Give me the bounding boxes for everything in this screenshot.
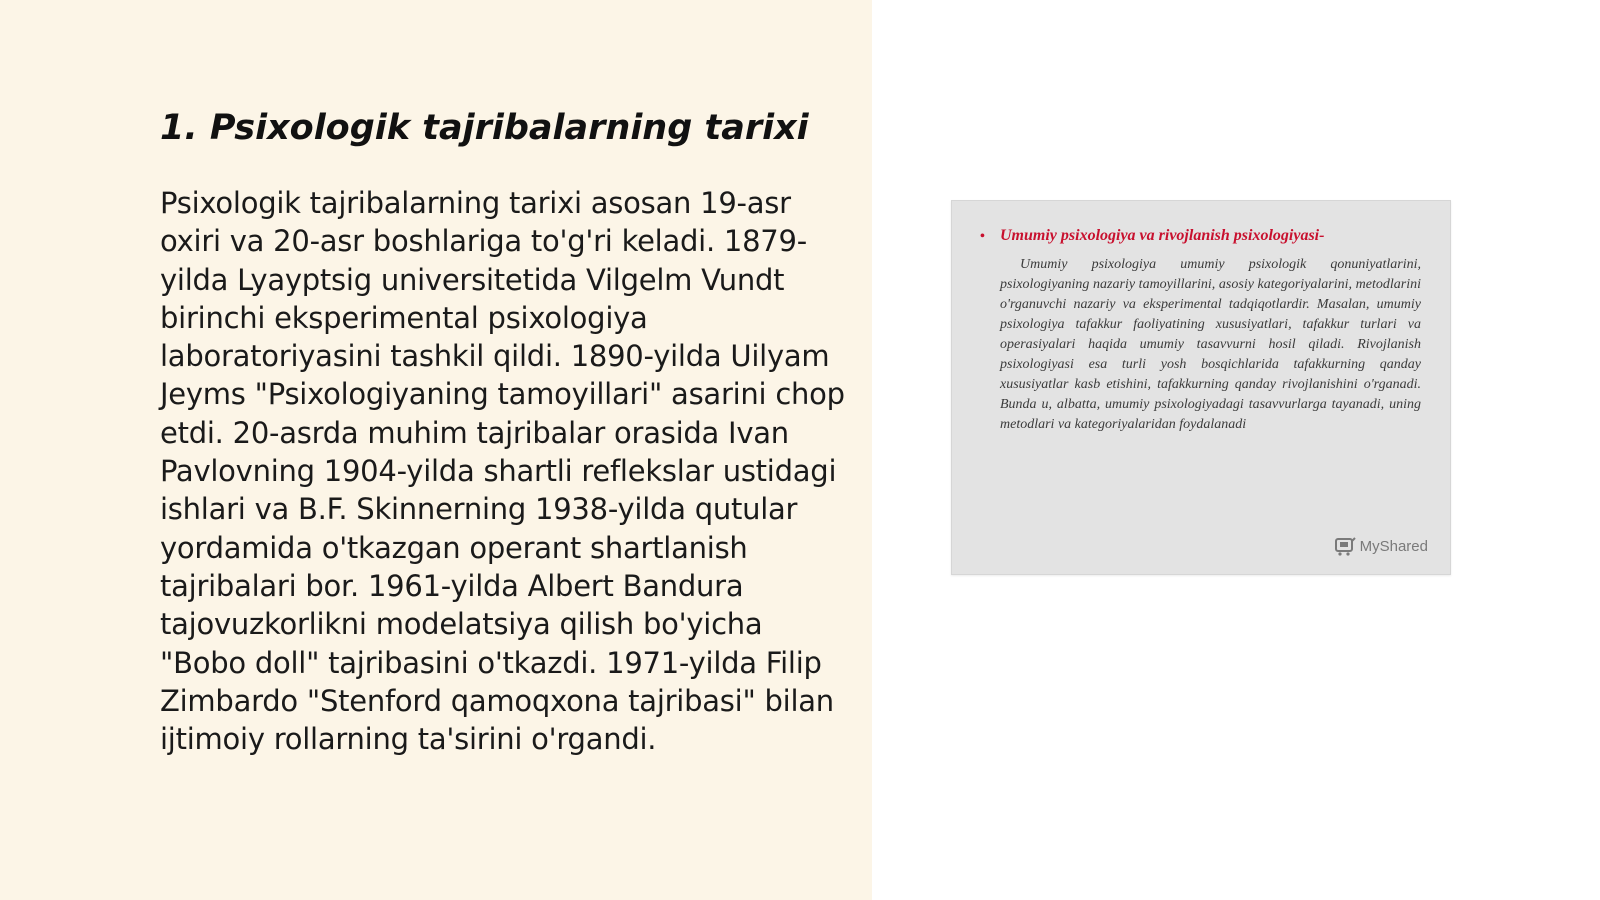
watermark (1334, 536, 1428, 556)
picture-paragraph: Umumiy psixologiya umumiy psixologik qonuniyatlarini, psixologiyaning nazariy tamoyillarini, asosiy kategoriyalarini, metodlarini o'rganuvchi nazariy va eksperimental tadqiqotlardir. Masalan, umumiy psixologiya tafakkur faoliyatining xususiyatlari, tafakkur turlari va operasiyalari haqida umumiy tasavvurni hosil qiladi. Rivojlanish psixologiyasi esa turli yosh bosqichlarida tafakkurning qanday xususiyatlar kasb etishini, tafakkurning qanday rivojlanishini o'rganadi. Bunda u, albatta, umumiy psixologiyadagi tasavvurlarga tayanadi, uning metodlari va kategoriyalaridan foydalanadi (1000, 257, 1421, 432)
picture-title: Umumiy psixologiya va rivojlanish psixologiyasi- (1000, 227, 1325, 244)
slide-body-text: Psixologik tajribalarning tarixi asosan 19-asr oxiri va 20-asr boshlariga to'g'ri keladi. 1879-yilda Lyayptsig universitetida Vilgelm Vundt birinchi eksperimental psixologiya laboratoriyasini tashkil qildi. 1890-yilda Uilyam Jeyms "Psixologiyaning tamoyillari" asarini chop etdi. 20-asrda muhim tajribalar orasida Ivan Pavlovning 1904-yilda shartli reflekslar ustidagi ishlari va B.F. Skinnerning 1938-yilda qutular yordamida o'tkazgan operant shartlanish tajribalari bor. 1961-yilda Albert Bandura tajovuzkorlikni modelatsiya qilish bo'yicha "Bobo doll" tajribasini o'tkazdi. 1971-yilda Filip Zimbardo "Stenford qamoqxona tajribasi" bilan ijtimoiy rollarning ta'sirini o'rgandi. (160, 186, 845, 757)
watermark-text: MyShared (1359, 537, 1428, 555)
picture-bullet-item (980, 227, 1420, 245)
slide-heading: 1. Psixologik tajribalarning tarixi (160, 108, 809, 148)
myshared-logo-icon (1334, 536, 1356, 556)
bullet-marker: • (980, 229, 985, 244)
slide-picture (951, 200, 1451, 575)
